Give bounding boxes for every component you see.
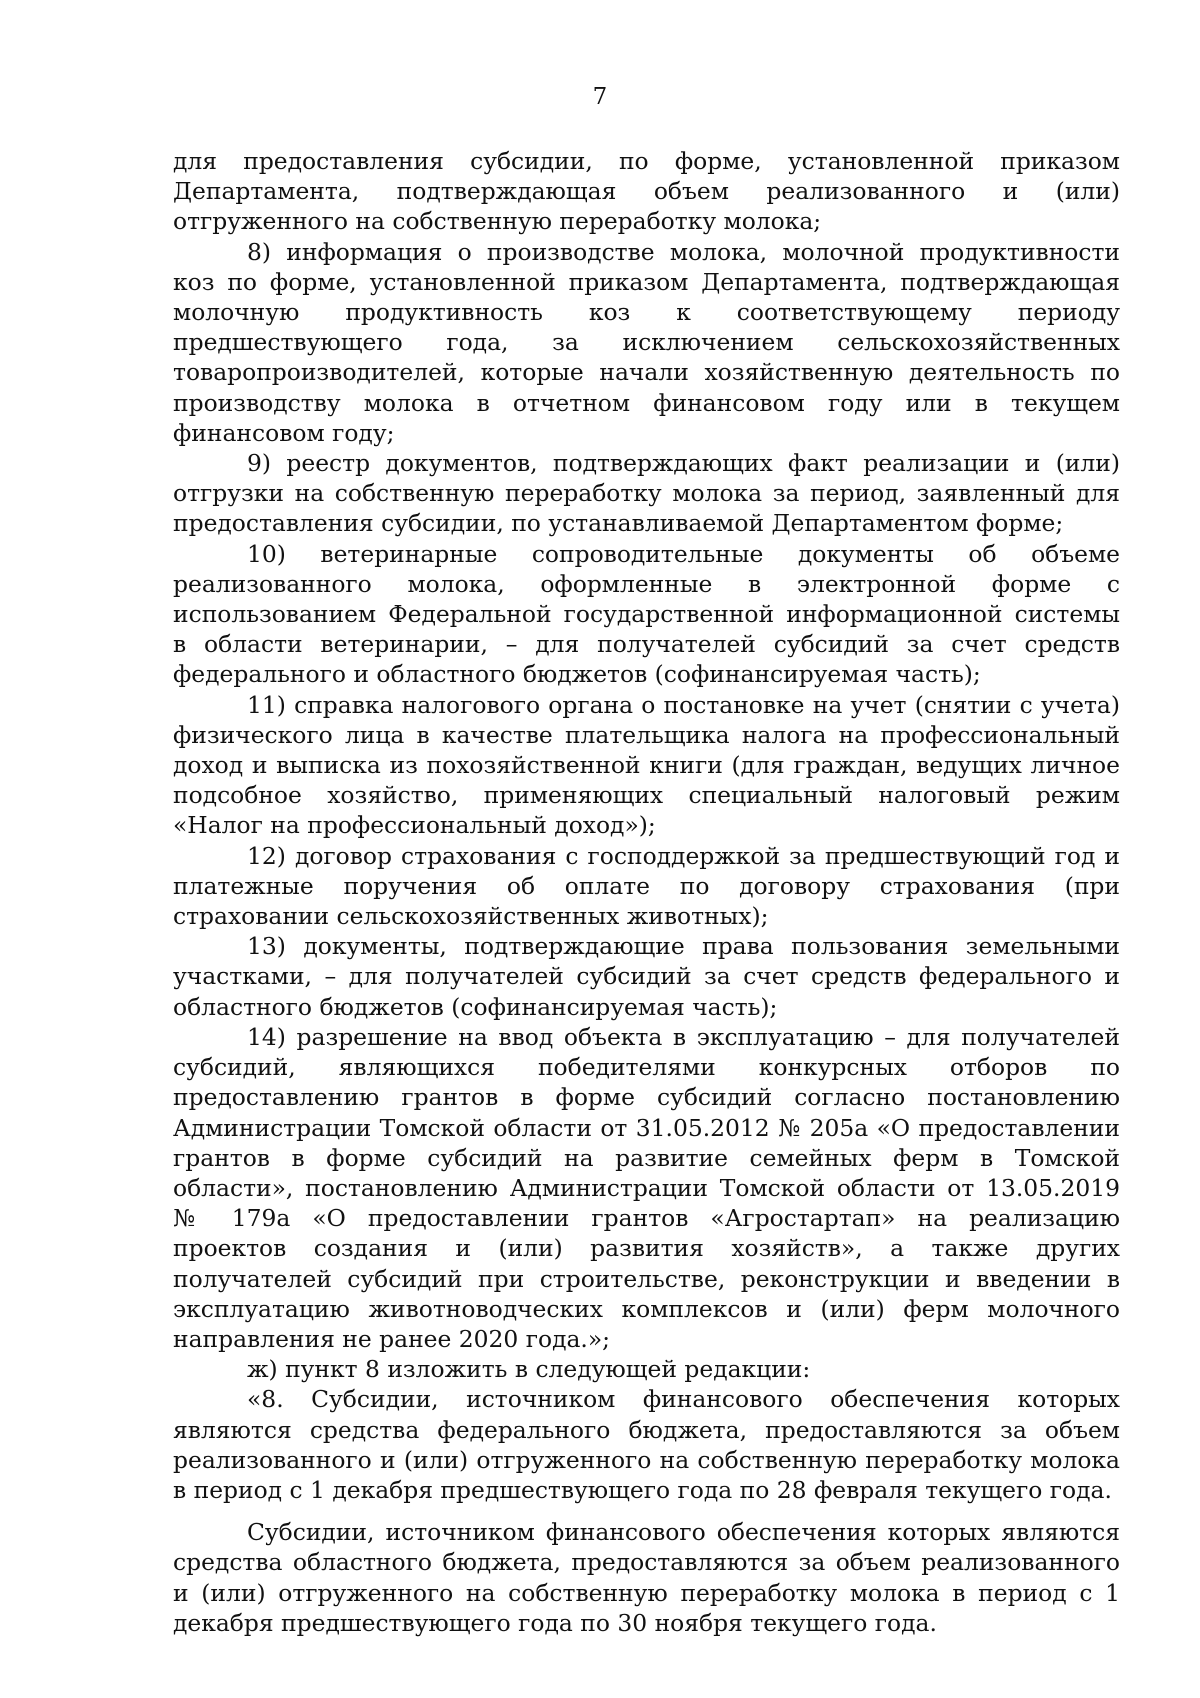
paragraph: 8) информация о производстве молока, молочной продуктивности коз по форме, установленной приказом Департамента, подтверждающая молочную продуктивность коз к соответствующему периоду предшествующего года, за исключением сельскохозяйственных товаропроизводителей, которые начали хозяйственную деятельность по производству молока в отчетном финансовом году или в текущем финансовом году; bbox=[173, 237, 1120, 447]
paragraph: «8. Субсидии, источником финансового обеспечения которых являются средства федерального бюджета, предоставляются за объем реализованного и (или) отгруженного на собственную переработку молока в период с 1 декабря предшествующего года по 28 февраля текущего года. bbox=[173, 1385, 1120, 1504]
paragraph: для предоставления субсидии, по форме, установленной приказом Департамента, подтверждающая объем реализованного и (или) отгруженного на собственную переработку молока; bbox=[173, 147, 1120, 236]
paragraph: 13) документы, подтверждающие права пользования земельными участками, – для получателей субсидий за счет средств федерального и областного бюджетов (софинансируемая часть); bbox=[173, 932, 1120, 1021]
paragraph: 12) договор страхования с господдержкой за предшествующий год и платежные поручения об оплате по договору страхования (при страховании сельскохозяйственных животных); bbox=[173, 841, 1120, 931]
document-body bbox=[173, 146, 1120, 1638]
paragraph: 9) реестр документов, подтверждающих факт реализации и (или) отгрузки на собственную переработку молока за период, заявленный для предоставления субсидии, по устанавливаемой Департаментом форме; bbox=[173, 449, 1120, 538]
page-number: 7 bbox=[592, 84, 608, 110]
paragraph: 11) справка налогового органа о постановке на учет (снятии с учета) физического лица в качестве плательщика налога на профессиональный доход и выписка из похозяйственной книги (для граждан, ведущих личное подсобное хозяйство, применяющих специальный налоговый режим «Налог на профессиональный доход»); bbox=[173, 690, 1120, 840]
paragraph: ж) пункт 8 изложить в следующей редакции: bbox=[247, 1355, 811, 1384]
paragraph: Субсидии, источником финансового обеспечения которых являются средства областного бюджета, предоставляются за объем реализованного и (или) отгруженного на собственную переработку молока в период с 1 декабря предшествующего года по 30 ноября текущего года. bbox=[173, 1518, 1120, 1637]
paragraph: 14) разрешение на ввод объекта в эксплуатацию – для получателей субсидий, являющихся победителями конкурсных отборов по предоставлению грантов в форме субсидий согласно постановлению Администрации Томской области от 31.05.2012 № 205а «О предоставлении грантов в форме субсидий на развитие семейных ферм в Томской области», постановлению Администрации Томской области от 13.05.2019 № 179а «О предоставлении грантов «Агростартап» на реализацию проектов создания и (или) развития хозяйств», а также других получателей субсидий при строительстве, реконструкции и введении в эксплуатацию животноводческих комплексов и (или) ферм молочного направления не ранее 2020 года.»; bbox=[173, 1022, 1120, 1353]
paragraph: 10) ветеринарные сопроводительные документы об объеме реализованного молока, оформленные в электронной форме с использованием Федеральной государственной информационной системы в области ветеринарии, – для получателей субсидий за счет средств федерального и областного бюджетов (софинансируемая часть); bbox=[173, 539, 1120, 689]
